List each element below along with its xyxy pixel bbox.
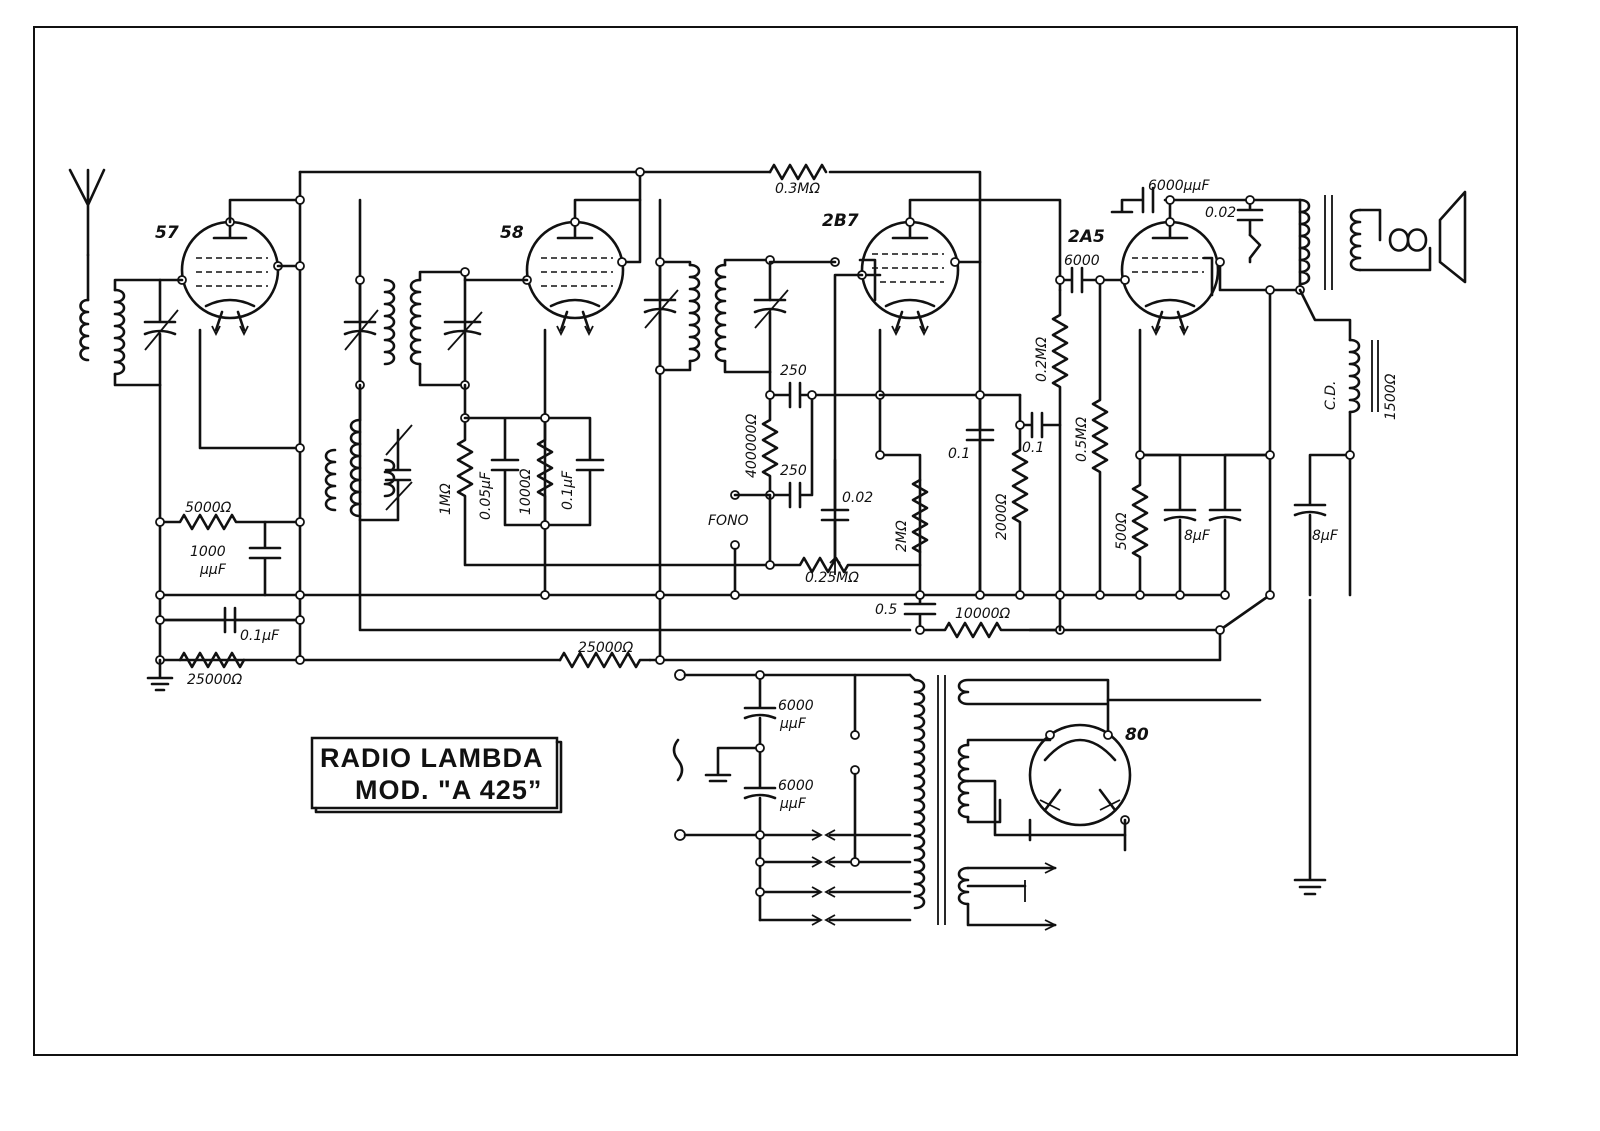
tube-2a5 <box>1121 218 1270 455</box>
output-stage <box>1112 188 1465 294</box>
label-6000-ps2: 6000 <box>778 778 814 794</box>
label-pot: 0.25MΩ <box>805 570 859 586</box>
label-2000: 2000Ω <box>994 493 1010 540</box>
label-c1000-unit: µµF <box>200 562 226 578</box>
label-500: 500Ω <box>1114 512 1130 550</box>
label-6000-2a5: 6000 <box>1064 253 1100 269</box>
tube-80-label: 80 <box>1125 725 1149 745</box>
label-c01uF: 0.1µF <box>240 628 280 644</box>
tube-2b7 <box>770 218 959 595</box>
label-05: 0.5 <box>875 602 898 618</box>
tube-57-label: 57 <box>155 223 179 243</box>
capacitor-1000 <box>250 522 280 595</box>
label-02M: 0.2MΩ <box>1034 336 1050 382</box>
label-8uF-a: 8µF <box>1184 528 1210 544</box>
antenna-symbol <box>70 170 104 300</box>
label-2M: 2MΩ <box>894 520 910 552</box>
label-cd: C.D. <box>1323 380 1339 410</box>
label-6000-ps2-unit: µµF <box>780 796 806 812</box>
label-8uF-b: 8µF <box>1312 528 1338 544</box>
label-005: 0.05µF <box>478 471 494 520</box>
label-01b: 0.1 <box>1022 440 1045 456</box>
tube-2a5-label: 2A5 <box>1068 227 1105 247</box>
rectifier-80 <box>1030 725 1130 850</box>
resistor-1M <box>458 385 770 565</box>
label-002a: 0.02 <box>842 490 874 506</box>
label-01a: 0.1 <box>948 446 971 462</box>
label-10000: 10000Ω <box>955 606 1011 622</box>
label-002b: 0.02 <box>1205 205 1237 221</box>
title-line-2: MOD. "A 425” <box>355 775 543 805</box>
if-transformer-1 <box>345 272 465 389</box>
label-6000-ps1-unit: µµF <box>780 716 806 732</box>
label-6000-top: 6000µµF <box>1148 178 1210 194</box>
detector-network <box>731 372 920 595</box>
tube-2b7-label: 2B7 <box>822 211 859 231</box>
oscillator-coil <box>326 385 412 520</box>
label-250b: 250 <box>780 463 807 479</box>
power-supply <box>674 670 1260 930</box>
tube-58 <box>445 218 626 595</box>
label-1000: 1000Ω <box>518 468 534 515</box>
label-c1000: 1000 <box>190 544 226 560</box>
label-03M: 0.3MΩ <box>775 181 821 197</box>
tuning-capacitor-1 <box>145 280 178 385</box>
label-400000: 400000Ω <box>744 413 760 478</box>
label-250a: 250 <box>780 363 807 379</box>
label-05M: 0.5MΩ <box>1074 416 1090 462</box>
label-1500: 1500Ω <box>1383 373 1399 420</box>
label-5000: 5000Ω <box>185 500 232 516</box>
label-25000-left: 25000Ω <box>187 672 243 688</box>
output-filter <box>1133 451 1274 599</box>
title-line-1: RADIO LAMBDA <box>320 743 544 773</box>
tube-57 <box>178 218 282 334</box>
label-1M: 1MΩ <box>438 483 454 515</box>
label-6000-ps1: 6000 <box>778 698 814 714</box>
label-01-58: 0.1µF <box>560 470 576 510</box>
tube-58-label: 58 <box>500 223 524 243</box>
resistor-5000 <box>156 515 300 529</box>
label-25000-center: 25000Ω <box>578 640 634 656</box>
label-fono: FONO <box>708 513 749 529</box>
if-transformer-2 <box>645 256 788 374</box>
